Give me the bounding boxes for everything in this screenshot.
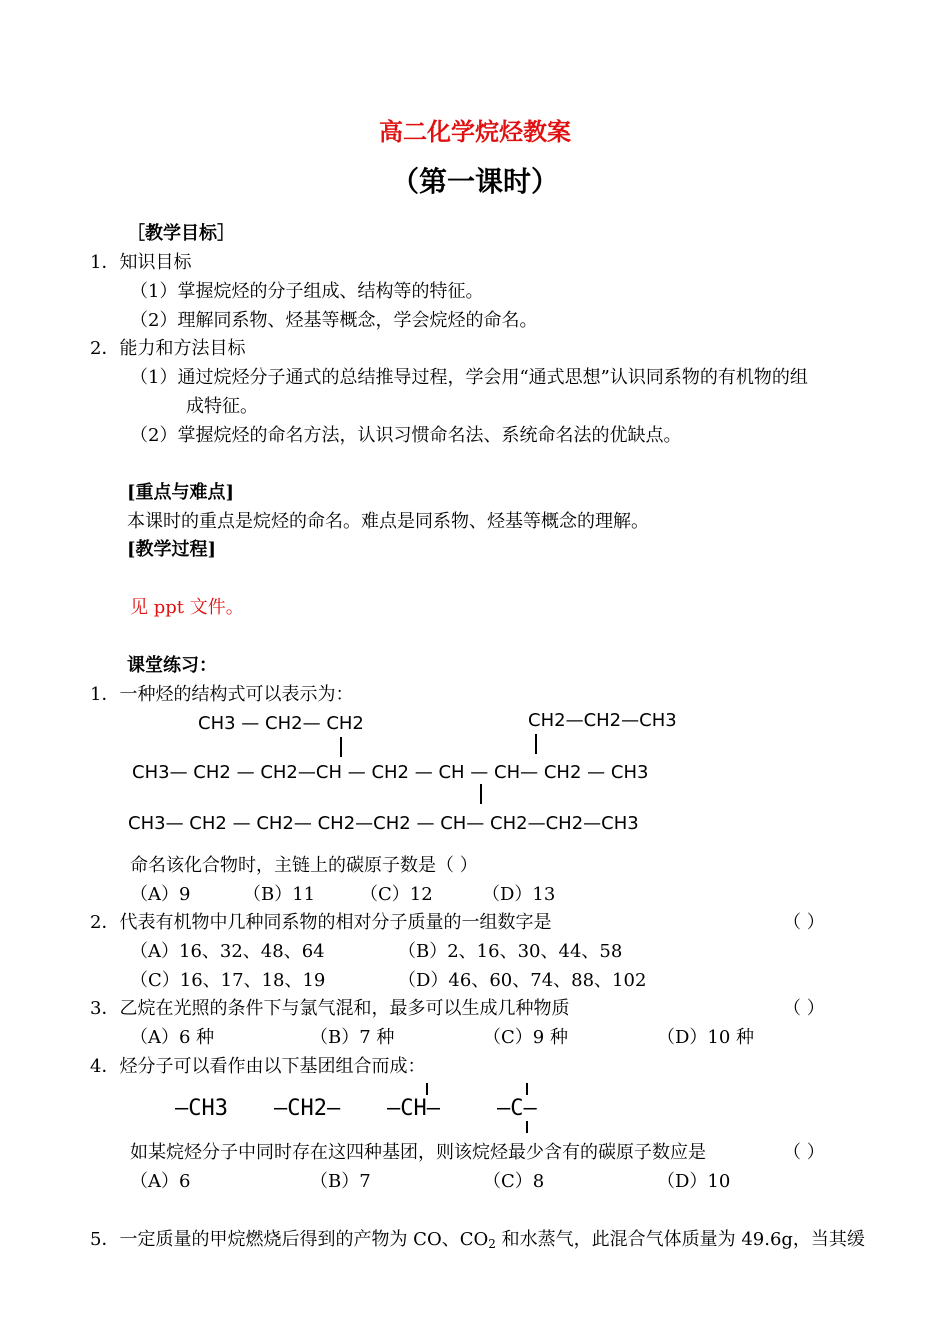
page-subtitle: （第一课时） [390,165,559,198]
objective-ability-2: （2）掌握烷烃的命名方法，认识习惯命名法、系统命名法的优缺点。 [130,425,682,446]
formula-group-label: CH3 [601,813,639,834]
group-methine: —CH— [387,1096,440,1121]
group-methylene: —CH2— [274,1096,341,1121]
objective-ability-1b: 成特征。 [186,396,258,417]
formula-group-label: CH [315,762,342,783]
formula-group-label: CH [440,813,467,834]
q2-option-a: （A）16、32、48、64 [130,941,325,962]
q1-prompt: 命名该化合物时，主链上的碳原子数是（ ） [130,855,478,876]
formula-group-label: CH2 [189,813,227,834]
keypoints-text: 本课时的重点是烷烃的命名。难点是同系物、烃基等概念的理解。 [127,511,649,532]
q3-option-d: （D）10 种 [657,1027,755,1048]
objective-ability: 2．能力和方法目标 [90,338,246,359]
q3-option-b: （B）7 种 [310,1027,395,1048]
q4-answer-blank: （ ） [783,1142,825,1163]
q4-stem: 4．烃分子可以看作由以下基团组合而成： [90,1056,426,1077]
q1-option-b: （B）11 [243,884,316,905]
vertical-bond [535,734,537,754]
q2-option-c: （C）16、17、18、19 [130,970,326,991]
formula-group: CH3— CH2 — CH2—CH — CH2 — CH — CH— CH2 — CH3 [132,762,649,783]
formula-group-label: CH3 [132,762,170,783]
formula-group-label: CH2 [528,710,566,731]
q4-option-c: （C）8 [483,1171,545,1192]
q1-option-c: （C）12 [360,884,433,905]
q3-option-c: （C）9 种 [483,1027,568,1048]
q2-option-d: （D）46、60、74、88、102 [398,970,647,991]
formula-group-label: CH2 [490,813,528,834]
formula-group-label: CH2 [371,762,409,783]
formula-group: CH3 — CH2— CH2 [198,713,364,734]
q5-stem-part: 和水蒸气，此混合气体质量为 49.6g，当其缓 [495,1229,865,1250]
formula-group-label: CH2 [317,813,356,834]
formula-group-label: CH3 [198,713,236,734]
vertical-bond [480,784,482,804]
q5-stem [90,1229,865,1255]
q2-stem: 2．代表有机物中几种同系物的相对分子质量的一组数字是 [90,912,552,933]
q4-option-a: （A）6 [130,1171,191,1192]
formula-group-label: CH2 [193,762,231,783]
q1-stem: 1．一种烃的结构式可以表示为： [90,684,354,705]
vertical-bond [426,1083,428,1095]
formula-group-label: CH3 [128,813,166,834]
q4-option-d: （D）10 [657,1171,731,1192]
q4-option-b: （B）7 [310,1171,371,1192]
objective-knowledge-1: （1）掌握烷烃的分子组成、结构等的特征。 [130,281,484,302]
q2-option-b: （B）2、16、30、44、58 [398,941,623,962]
vertical-bond [340,737,342,757]
formula-group-label: CH [438,762,465,783]
formula-group-label: CH2 [373,813,411,834]
vertical-bond [526,1121,528,1133]
objective-ability-1a: （1）通过烷烃分子通式的总结推导过程，学会用“通式思想”认识同系物的有机物的组 [130,367,808,388]
process-text: 见 ppt 文件。 [130,597,244,618]
formula-group: CH2—CH2—CH3 [528,710,677,731]
q1-option-a: （A）9 [130,884,191,905]
objectives-heading: ［教学目标］ [127,223,235,244]
group-methyl: —CH3 [175,1096,228,1121]
q4-prompt: 如某烷烃分子中同时存在这四种基团，则该烷烃最少含有的碳原子数应是 [130,1142,706,1163]
formula-group-label: CH3 [610,762,649,783]
formula-group-label: CH2 [543,762,582,783]
q3-answer-blank: （ ） [783,998,825,1019]
q2-answer-blank: （ ） [783,912,825,933]
q3-option-a: （A）6 种 [130,1027,215,1048]
page-title: 高二化学烷烃教案 [379,117,571,146]
q5-subscript: 2 [488,1237,496,1251]
formula-group-label: CH2 [583,710,622,731]
formula-group-label: CH3 [639,710,677,731]
objective-knowledge: 1．知识目标 [90,252,192,273]
formula-group-label: CH2 [326,713,364,734]
formula-group-label: CH2 [265,713,303,734]
q1-option-d: （D）13 [482,884,556,905]
vertical-bond [526,1083,528,1095]
process-heading: [教学过程] [127,539,217,560]
objective-knowledge-2: （2）理解同系物、烃基等概念，学会烷烃的命名。 [130,310,538,331]
formula-group-label: CH2 [260,762,298,783]
formula-group-label: CH [494,762,521,783]
exercises-heading: 课堂练习： [127,655,217,676]
formula-group: CH3— CH2 — CH2— CH2—CH2 — CH— CH2—CH2—CH3 [128,813,639,834]
group-quaternary: —C— [497,1096,537,1121]
q3-stem: 3．乙烷在光照的条件下与氯气混和，最多可以生成几种物质 [90,998,570,1019]
formula-group-label: CH2 [545,813,584,834]
q5-stem-part: 5．一定质量的甲烷燃烧后得到的产物为 CO、CO [90,1229,489,1250]
formula-group-label: CH2 [256,813,294,834]
keypoints-heading: [重点与难点] [127,482,235,503]
